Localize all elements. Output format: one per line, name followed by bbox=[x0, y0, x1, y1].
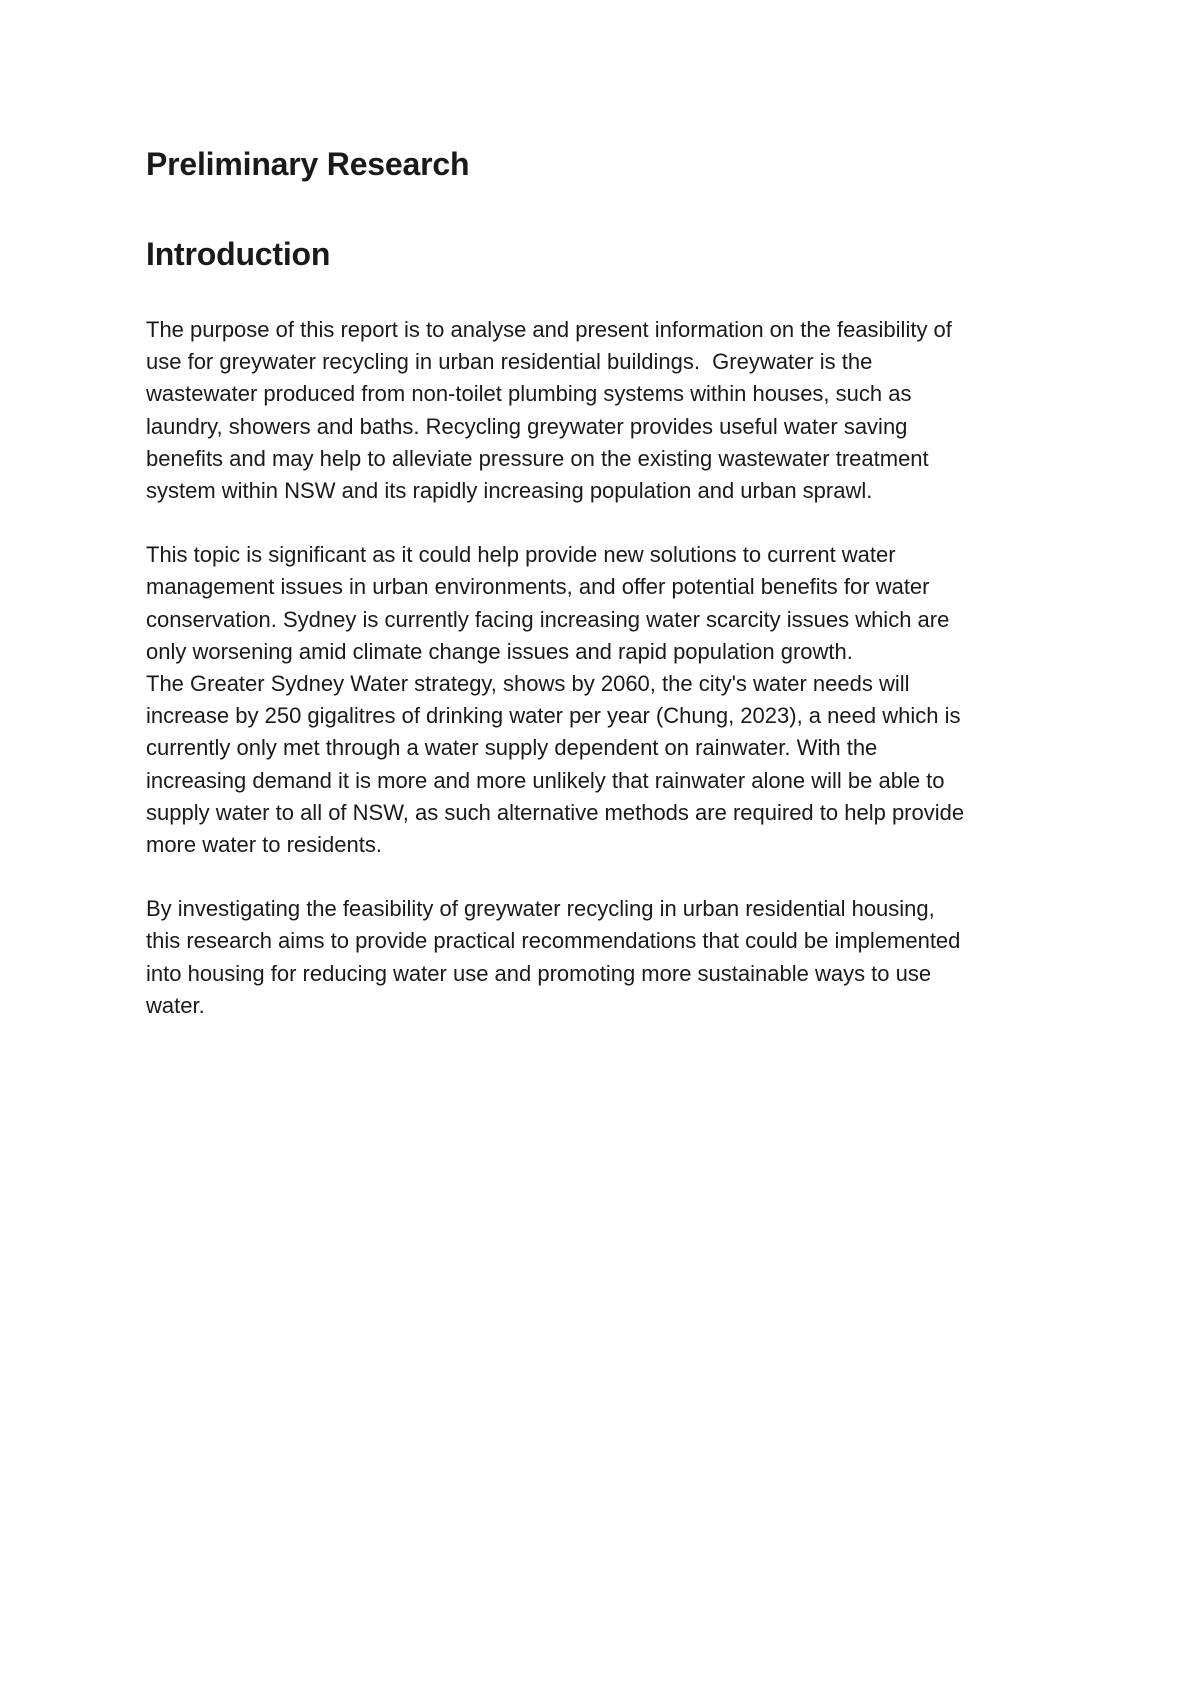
paragraph-research-aims: By investigating the feasibility of greywater recycling in urban residential housing, this research aims to provide practical recommendations that could be implemented into housing for reducing water use and promoting more sustainable ways to use water. bbox=[146, 896, 961, 1018]
document-title: Preliminary Research bbox=[146, 146, 470, 182]
section-heading-introduction: Introduction bbox=[146, 236, 331, 272]
document-content bbox=[146, 140, 1066, 1022]
paragraph-sydney-water-strategy: The Greater Sydney Water strategy, shows by 2060, the city's water needs will increase by 250 gigalitres of drinking water per year (Chung, 2023), a need which is currently only met through a water supply dependent on rainwater. With the increasing demand it is more and more unlikely that rainwater alone will be able to supply water to all of NSW, as such alternative methods are required to help provide more water to residents. bbox=[146, 671, 965, 858]
paragraph-significance: This topic is significant as it could help provide new solutions to current water management issues in urban environments, and offer potential benefits for water conservation. Sydney is currently facing increasing water scarcity issues which are only worsening amid climate change issues and rapid population growth. bbox=[146, 542, 950, 664]
paragraph-purpose: The purpose of this report is to analyse and present information on the feasibility of use for greywater recycling in urban residential buildings. Greywater is the wastewater produced from non-toilet plumbing systems within houses, such as laundry, showers and baths. Recycling greywater provides useful water saving benefits and may help to alleviate pressure on the existing wastewater treatment system within NSW and its rapidly increasing population and urban sprawl. bbox=[146, 317, 952, 504]
